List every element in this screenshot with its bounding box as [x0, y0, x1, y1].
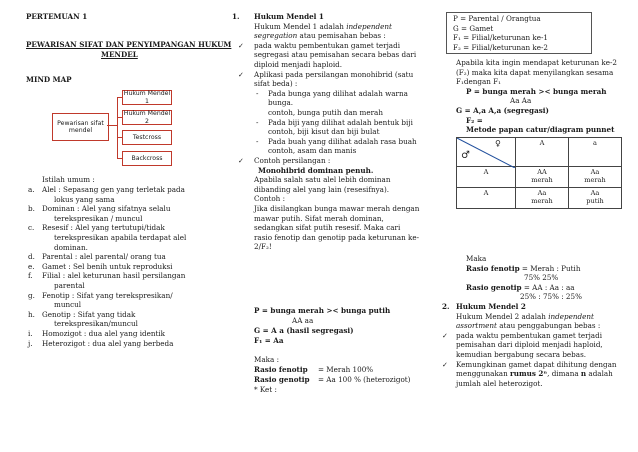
list-marker: f.	[28, 271, 33, 281]
phenotype: merah	[531, 176, 553, 185]
cross-alleles: Aa Aa	[510, 96, 532, 106]
male-icon: ♂	[461, 150, 470, 161]
genotype: Aa	[590, 189, 600, 197]
mind-map-branch-testcross	[122, 130, 172, 145]
table-cell	[516, 188, 569, 209]
bullet-text: diploid menjadi haploid.	[254, 60, 343, 69]
mind-map-branch-hukum-mendel-2	[122, 110, 172, 125]
list-item	[42, 329, 165, 339]
dash-marker: -	[256, 88, 259, 98]
page-title-line-1: PEWARISAN SIFAT DAN PENYIMPANGAN HUKUM	[26, 40, 232, 49]
list-marker: b.	[28, 204, 35, 214]
cross-f1: F₁ = Aa	[254, 336, 284, 345]
definition-line	[254, 31, 386, 41]
bullet-text: Contoh persilangan :	[254, 156, 331, 165]
text-italic: assortment	[456, 321, 497, 331]
phenotype: putih	[586, 197, 604, 206]
term-text: Alel : Sepasang gen yang terletak pada	[42, 185, 185, 194]
term-text: Heterozigot : dua alel yang berbeda	[42, 338, 174, 348]
mind-map-trunk	[117, 97, 118, 158]
list-item	[28, 329, 33, 339]
method-title: Metode papan catur/diagram punnet	[466, 125, 615, 135]
term-text: parental	[54, 281, 85, 290]
sub-bullet-text: contoh, biji kisut dan biji bulat	[268, 127, 380, 137]
paragraph-line: Jika disilangkan bunga mawar merah dengan	[254, 204, 420, 213]
term-text: muncul	[54, 300, 82, 310]
cross-parental: P = bunga merah >< bunga putih	[254, 306, 391, 315]
paragraph-line: rasio fenotip dan genotip pada keturunan ke-	[254, 232, 420, 242]
list-item	[54, 195, 115, 205]
paragraph-line: 2/F₂!	[254, 242, 272, 252]
cross-alleles: AA aa	[292, 316, 314, 325]
branch-label: Backcross	[131, 154, 163, 162]
list-item	[54, 319, 138, 329]
sub-bullet-text: Pada buah yang dilihat adalah rasa buah	[268, 136, 417, 146]
sub-bullet-text: bunga.	[268, 98, 294, 108]
phenotype-ratio-label: Rasio fenotip	[254, 365, 308, 374]
legend-item: G = Gamet	[453, 23, 494, 33]
text-italic: segregation	[254, 31, 298, 41]
check-icon: ✓	[442, 330, 449, 340]
legend-item: P = Parental / Orangtua	[453, 14, 541, 23]
phenotype-ratio-label: Rasio fenotip	[466, 263, 520, 273]
term-text: terekspresikan / muncul	[54, 213, 143, 223]
section-number: 1.	[232, 12, 240, 21]
mind-map-branch-backcross	[122, 151, 172, 166]
text: Hukum Mendel 1 adalah	[254, 21, 347, 31]
list-item	[28, 185, 35, 195]
section-heading-hukum-mendel-2: Hukum Mendel 2	[456, 302, 526, 311]
column-1	[26, 0, 232, 452]
genotype-ratio-label: Rasio genotip	[254, 375, 310, 384]
list-item	[28, 271, 33, 281]
list-marker: j.	[28, 338, 33, 348]
table-cell: A	[457, 167, 516, 188]
mind-map-center	[52, 113, 109, 141]
term-text: Dominan : Alel yang sifatnya selalu	[42, 204, 171, 214]
result-label: Maka	[466, 254, 487, 263]
sub-bullet-text: contoh, bunga putih dan merah	[268, 108, 383, 117]
list-item	[42, 252, 166, 262]
cross-f2: F₂ =	[466, 115, 483, 125]
term-text: Homozigot : dua alel yang identik	[42, 329, 166, 338]
list-item	[42, 291, 173, 301]
paragraph-line: F₁dengan F₁	[456, 77, 502, 87]
text: , dimana	[547, 369, 581, 379]
legend-box	[446, 12, 592, 54]
sub-bullet-text: Pada bunga yang dilihat adalah warna	[268, 88, 408, 98]
phenotype: merah	[584, 176, 606, 185]
table-cell	[569, 188, 622, 209]
bullet-text: Kemungkinan gamet dapat dihitung dengan	[456, 359, 617, 369]
dash-marker: -	[256, 117, 259, 127]
branch-label: Hukum Mendel 1	[123, 90, 171, 105]
list-item	[42, 262, 172, 272]
branch-label: Testcross	[132, 133, 162, 141]
list-marker: d.	[28, 252, 35, 262]
subsection-title: Monohibrid dominan penuh.	[258, 165, 374, 175]
column-2	[232, 0, 432, 452]
text: menggunakan	[456, 369, 510, 379]
mind-map-label: MIND MAP	[26, 75, 72, 84]
genotype: AA	[537, 168, 547, 176]
genotype-ratio-line	[466, 283, 575, 293]
table-cell	[516, 167, 569, 188]
term-text: Fenotip : Sifat yang terekspresikan/	[42, 290, 173, 300]
column-3	[442, 0, 622, 452]
list-item	[42, 223, 165, 233]
term-text: Filial : alel keturunan hasil persilangan	[42, 271, 186, 281]
genotype-ratio-value: = Aa 100 % (heterozigot)	[318, 375, 411, 384]
branch-label: Hukum Mendel 2	[123, 110, 171, 125]
paragraph-line: Apabila salah satu alel lebih dominan	[254, 175, 391, 185]
bullet-text: kemudian bergabung secara bebas.	[456, 350, 587, 359]
female-icon: ♀	[495, 139, 501, 148]
term-text: dominan.	[54, 242, 88, 252]
definition-line	[456, 312, 594, 322]
bullet-text: pemisahan dari diploid menjadi haploid,	[456, 340, 603, 350]
table-row	[457, 188, 622, 209]
cross-gamete: G = A,a A,a (segregasi)	[456, 106, 549, 115]
genotype: Aa	[537, 189, 547, 197]
punnett-corner-cell	[457, 138, 516, 167]
list-item	[28, 310, 35, 320]
list-marker: e.	[28, 261, 35, 271]
phenotype-ratio-numbers: 75% 25%	[524, 273, 559, 283]
term-text: lokus yang sama	[54, 194, 115, 204]
sub-bullet-text: Pada biji yang dilihat adalah bentuk biji	[268, 117, 413, 127]
genotype: Aa	[590, 168, 600, 176]
text: atau penggabungan bebas :	[496, 321, 601, 331]
list-item	[28, 252, 35, 262]
section-number: 2.	[442, 302, 450, 311]
terms-heading: Istilah umum :	[42, 175, 95, 184]
paragraph-line: (F₂) maka kita dapat menyilangkan sesama	[456, 67, 614, 77]
genotype-ratio-value: = AA : Aa : aa	[521, 282, 575, 292]
term-text: terekspresikan/muncul	[54, 319, 138, 329]
page-title-line-2: MENDEL	[101, 50, 138, 59]
bullet-text: jumlah alel heterozigot.	[456, 378, 543, 388]
bullet-text: pada waktu pembentukan gamet terjadi	[254, 40, 400, 50]
legend-item: F₁ = Filial/keturunan ke-1	[453, 33, 548, 43]
table-cell: A	[457, 188, 516, 209]
sub-bullet-text: contoh, asam dan manis	[268, 146, 357, 156]
section-heading-hukum-mendel-1: Hukum Mendel 1	[254, 12, 324, 21]
list-item	[42, 271, 185, 281]
definition-line	[254, 22, 392, 32]
term-text: Resesif : Alel yang tertutupi/tidak	[42, 223, 165, 233]
phenotype-ratio-value: = Merah : Putih	[519, 263, 581, 273]
term-text: Parental : alel parental/ orang tua	[42, 252, 166, 262]
list-item	[42, 310, 135, 320]
list-item	[54, 243, 88, 253]
list-item	[28, 204, 35, 214]
table-cell: a	[569, 138, 622, 167]
mind-map-center-label: Pewarisan sifat mendel	[57, 119, 104, 134]
note-label: * Ket :	[254, 385, 277, 394]
check-icon: ✓	[238, 40, 245, 50]
genotype-ratio-label: Rasio genotip	[466, 282, 522, 292]
mind-map-branch-hukum-mendel-1	[122, 90, 172, 105]
text: atau pemisahan bebas :	[297, 31, 386, 41]
list-item	[28, 262, 35, 272]
definition-line	[456, 321, 600, 331]
phenotype-ratio-line	[466, 264, 580, 274]
list-item	[28, 223, 34, 233]
list-item	[42, 204, 170, 214]
table-cell: A	[516, 138, 569, 167]
meeting-label: PERTEMUAN 1	[26, 12, 88, 21]
list-marker: h.	[28, 309, 35, 319]
bullet-text: segregasi atau pemisahan secara bebas dari	[254, 50, 417, 60]
mind-map-connector	[107, 125, 117, 126]
list-item	[54, 300, 81, 310]
cross-gamete: G = A a (hasil segregasi)	[254, 326, 354, 335]
paragraph-line: mawar putih. Sifat merah dominan,	[254, 213, 384, 223]
table-cell	[569, 167, 622, 188]
punnett-square	[456, 137, 622, 209]
term-text: terekspresikan apabila terdapat alel	[54, 233, 187, 242]
text: Hukum Mendel 2 adalah	[456, 311, 549, 321]
variable: n	[580, 369, 587, 379]
cross-parental: P = bunga merah >< bunga merah	[466, 86, 607, 96]
check-icon: ✓	[442, 359, 449, 369]
list-marker: g.	[28, 290, 35, 300]
bullet-text	[456, 369, 613, 379]
check-icon: ✓	[238, 69, 245, 79]
text-italic: independent	[346, 21, 392, 31]
list-item	[28, 339, 33, 349]
list-item	[42, 185, 185, 195]
legend-item: F₂ = Filial/keturunan ke-2	[453, 42, 548, 52]
list-marker: i.	[28, 329, 33, 338]
text: adalah	[586, 369, 613, 379]
term-text: Gamet : Sel benih untuk reproduksi	[42, 261, 173, 271]
bullet-text: sifat beda) :	[254, 79, 298, 89]
dash-marker: -	[256, 136, 259, 146]
table-row	[457, 138, 622, 167]
formula: rumus 2ⁿ	[510, 369, 548, 379]
paragraph-line: Apabila kita ingin mendapat keturunan ke-2	[456, 58, 617, 67]
list-item	[28, 291, 35, 301]
text-italic: independent	[548, 311, 594, 321]
list-item	[54, 233, 186, 243]
example-label: Contoh :	[254, 194, 286, 204]
result-label: Maka :	[254, 355, 279, 364]
list-item	[42, 339, 173, 349]
phenotype: merah	[531, 197, 553, 206]
bullet-text: pada waktu pembentukan gamet terjadi	[456, 330, 602, 340]
list-marker: a.	[28, 185, 35, 194]
list-item	[54, 281, 85, 291]
paragraph-line: dibanding alel yang lain (resesifnya).	[254, 184, 390, 194]
genotype-ratio-numbers: 25% : 75% : 25%	[520, 292, 582, 302]
list-item	[54, 214, 142, 224]
bullet-text: Aplikasi pada persilangan monohibrid (satu	[254, 69, 414, 79]
list-marker: c.	[28, 223, 35, 233]
check-icon: ✓	[238, 156, 245, 165]
table-row	[457, 167, 622, 188]
paragraph-line: sedangkan sifat putih resesif. Maka cari	[254, 223, 401, 233]
phenotype-ratio-value: = Merah 100%	[318, 365, 374, 374]
term-text: Genotip : Sifat yang tidak	[42, 309, 136, 319]
